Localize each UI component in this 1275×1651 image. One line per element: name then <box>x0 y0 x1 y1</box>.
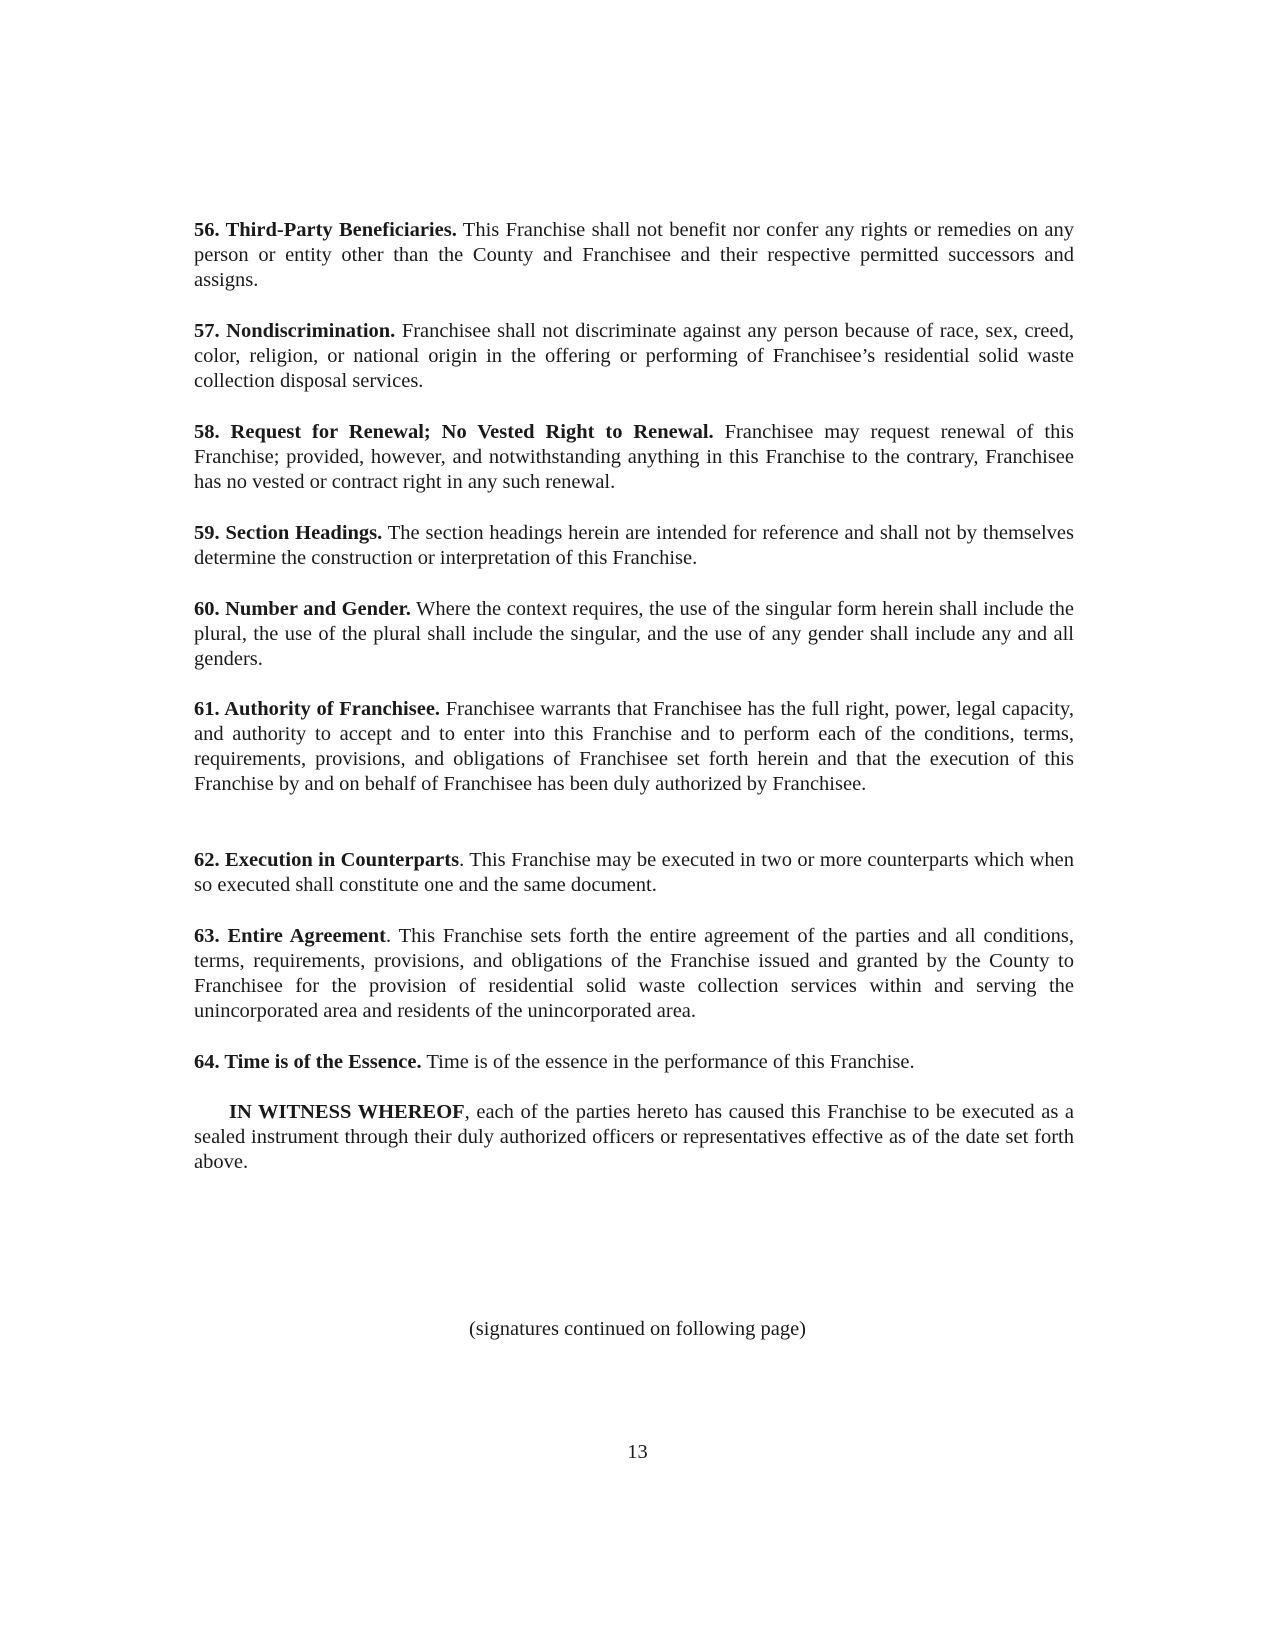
section-body: This Franchise shall not benefit nor confer any rights or remedies on any person or entity other than the County and Franchisee and their respective permitted successors and assigns. <box>194 219 1074 291</box>
section-heading: 61. Authority of Franchisee. <box>194 698 441 720</box>
section-body: Time is of the essence in the performance of this Franchise. <box>421 1051 915 1073</box>
section-heading: 60. Number and Gender. <box>194 598 411 620</box>
signatures-continued-note: (signatures continued on following page) <box>468 1318 807 1340</box>
section-61 <box>194 697 1074 797</box>
section-body: Franchisee may request renewal of this Franchise; provided, however, and notwithstanding anything in this Franchise to the contrary, Franchisee has no vested or contract right in any such renewal. <box>194 421 1075 493</box>
section-body: Where the context requires, the use of the singular form herein shall include the plural, the use of the plural shall include the singular, and the use of any gender shall include any and all genders. <box>194 598 1074 670</box>
section-heading: 59. Section Headings. <box>194 522 383 544</box>
section-body: . This Franchise may be executed in two or more counterparts which when so executed shall constitute one and the same document. <box>194 849 1074 896</box>
section-body: Franchisee shall not discriminate against any person because of race, sex, creed, color, religion, or national origin in the offering or performing of Franchisee’s residential solid waste collection disposal services. <box>194 320 1074 392</box>
section-heading: 62. Execution in Counterparts <box>194 849 460 871</box>
section-heading: 64. Time is of the Essence. <box>194 1051 422 1073</box>
section-body: . This Franchise sets forth the entire agreement of the parties and all conditions, terms, requirements, provisions, and obligations of the Franchise issued and granted by the County to Franchisee for the provision of residential solid waste collection services within and serving the unincorporated area and residents of the unincorporated area. <box>194 925 1074 1022</box>
witness-body: , each of the parties hereto has caused this Franchise to be executed as a sealed instrument through their duly authorized officers or representatives effective as of the date set forth above. <box>194 1101 1074 1173</box>
section-heading: 57. Nondiscrimination. <box>194 320 396 342</box>
witness-clause <box>194 1100 1074 1175</box>
section-58 <box>194 420 1074 495</box>
section-64 <box>194 1050 1074 1075</box>
section-59 <box>194 521 1074 571</box>
section-60 <box>194 597 1074 672</box>
page-number: 13 <box>627 1441 648 1463</box>
section-63 <box>194 924 1074 1024</box>
section-56 <box>194 218 1074 293</box>
section-heading: 56. Third-Party Beneficiaries. <box>194 219 457 241</box>
section-heading: 63. Entire Agreement <box>194 925 386 947</box>
witness-heading: IN WITNESS WHEREOF <box>229 1101 465 1123</box>
section-body: Franchisee warrants that Franchisee has the full right, power, legal capacity, and authority to accept and to enter into this Franchise and to perform each of the conditions, terms, requirements, provisions, and obligations of Franchisee set forth herein and that the execution of this Franchise by and on behalf of Franchisee has been duly authorized by Franchisee. <box>194 698 1074 795</box>
section-body: The section headings herein are intended for reference and shall not by themselves determine the construction or interpretation of this Franchise. <box>194 522 1074 569</box>
section-62 <box>194 848 1074 898</box>
section-57 <box>194 319 1074 394</box>
section-heading: 58. Request for Renewal; No Vested Right to Renewal. <box>194 421 714 443</box>
